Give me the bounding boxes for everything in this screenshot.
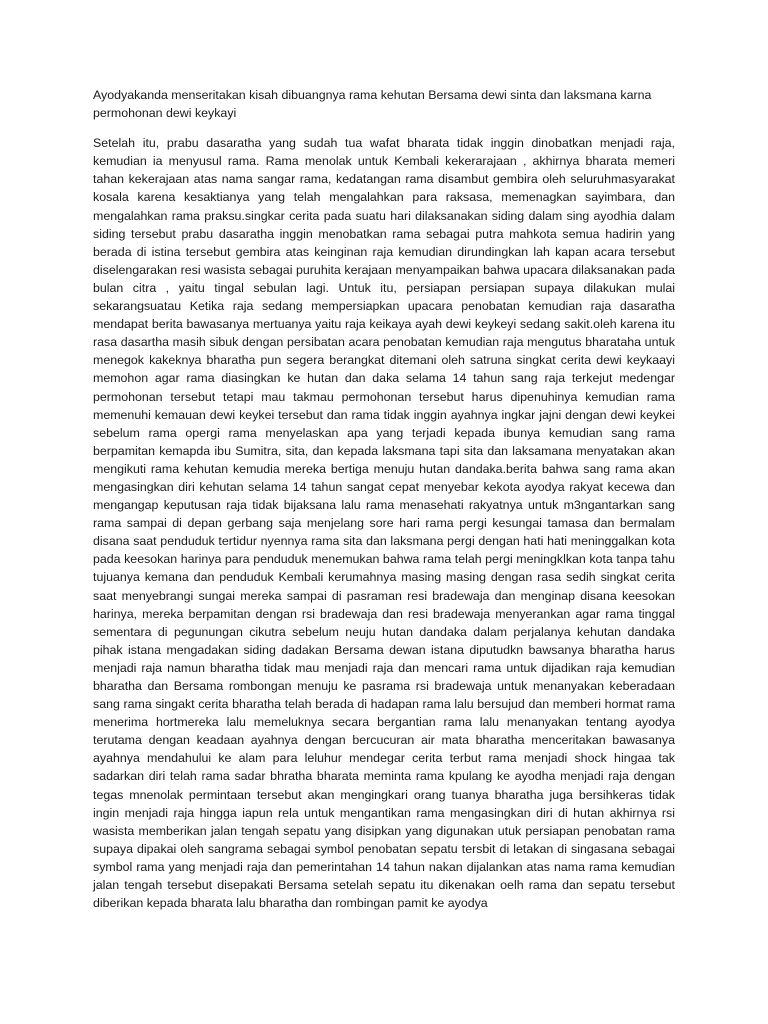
document-content	[93, 86, 675, 912]
body-paragraph: Setelah itu, prabu dasaratha yang sudah tua wafat bharata tidak inggin dinobatkan menjadi raja, kemudian ia menyusul rama. Rama menolak untuk Kembali kekerarajaan , akhirnya bharata memeri tahan kekerajaan atas nama sangar rama, kedatangan rama disambut gembira oleh seluruhmasyarakat kosala karena kesaktianya yang telah mengalahkan para raksasa, memenagkan sayimbara, dan mengalahkan rama praksu.singkar cerita pada suatu hari dilaksanakan siding dalam sing ayodhia dalam siding tersebut prabu dasaratha inggin menobatkan rama sebagai putra mahkota semua hadirin yang berada di istina tersebut gembira atas keinginan raja kemudian dirundingkan lah kapan acara tersebut diselengarakan resi wasista sebagai puruhita kerajaan menyampaikan bahwa upacara dilaksanakan pada bulan citra , yaitu tingal sebulan lagi. Untuk itu, persiapan persiapan supaya dilakukan mulai sekarangsuatau Ketika raja sedang mempersiapkan upacara penobatan kemudian raja dasaratha mendapat berita bawasanya mertuanya yaitu raja keikaya ayah dewi keykeyi sedang sakit.oleh karena itu rasa dasartha masih sibuk dengan persibatan acara penobatan kemudian raja mengutus bharataha untuk menegok kakeknya bharatha pun segera berangkat ditemani oleh satruna singkat cerita dewi keykaayi memohon agar rama diasingkan ke hutan dan daka selama 14 tahun sang raja terkejut medengar permohonan tersebut tetapi mau takmau permohonan tersebut harus dipenuhinya kemudian rama memenuhi kemauan dewi keykei tersebut dan rama tidak inggin ayahnya ingkar jajni dengan dewi keykei sebelum rama opergi rama menyelaskan apa yang terjadi kepada ibunya kemudian sang rama berpamitan kemapda ibu Sumitra, sita, dan kepada laksmana tapi sita dan laksamana menyatakan akan mengikuti rama kehutan kemudia mereka bertiga menuju hutan dandaka.berita bahwa sang rama akan mengasingkan diri kehutan selama 14 tahun sangat cepat menyebar kekota ayodya rakyat kecewa dan mengangap keputusan raja tidak bijaksana lalu rama menasehati rakyatnya untuk m3ngantarkan sang rama sampai di depan gerbang saja menjelang sore hari rama pergi kesungai tamasa dan bermalam disana saat penduduk tertidur nyennya rama sita dan laksmana pergi dengan hati hati meninggalkan kota pada keesokan harinya para penduduk menemukan bahwa rama telah pergi meningklkan kota tanpa tahu tujuanya kemana dan penduduk Kembali kerumahnya masing masing dengan rasa sedih singkat cerita saat menyebrangi sungai mereka sampai di pasraman resi bradewaja dan menginap disana keesokan harinya, mereka berpamitan dengan rsi bradewaja dan resi bradewaja menyerankan agar rama tinggal sementara di pegunungan cikutra sebelum neuju hutan dandaka dalam perjalanya kehutan dandaka pihak istana mengadakan siding dadakan Bersama dewan istana diputudkn bawsanya bharatha harus menjadi raja namun bharatha tidak mau menjadi raja dan mencari rama untuk dijadikan raja kemudian bharatha dan Bersama rombongan menuju ke pasrama rsi bradewaja untuk menanyakan keberadaan sang rama singakt cerita bharatha telah berada di hadapan rama lalu bersujud dan memberi hormat rama menerima hortmereka lalu memeluknya secara bergantian rama lalu menanyakan tentang ayodya terutama dengan keadaan ayahnya dengan bercucuran air mata bharatha menceritakan bawasanya ayahnya mendahului ke alam para leluhur mendegar cerita terbut rama menjadi shock hingaa tak sadarkan diri telah rama sadar bhratha bharata meminta rama kpulang ke ayodha menjadi raja dengan tegas mnenolak permintaan tersebut akan mengingkari orang tuanya bharatha juga bersihkeras tidak ingin menjadi raja hingga iapun rela untuk mengantikan rama mengasingkan diri di hutan akhirnya rsi wasista memberikan jalan tengah sepatu yang disipkan yang digunakan utuk persiapan penobatan rama supaya dipakai oleh sangrama sebagai symbol penobatan sepatu tersbit di letakan di singasana sebagai symbol rama yang menjadi raja dan pemerintahan 14 tahun nakan dijalankan atas nama rama kemudian jalan tengah tersebut disepakati Bersama setelah sepatu itu dikenakan oelh rama dan sepatu tersebut diberikan kepada bharata lalu bharatha dan rombingan pamit ke ayodya	[93, 136, 675, 911]
intro-paragraph: Ayodyakanda menseritakan kisah dibuangnya rama kehutan Bersama dewi sinta dan laksmana karna permohonan dewi keykayi	[93, 88, 652, 121]
